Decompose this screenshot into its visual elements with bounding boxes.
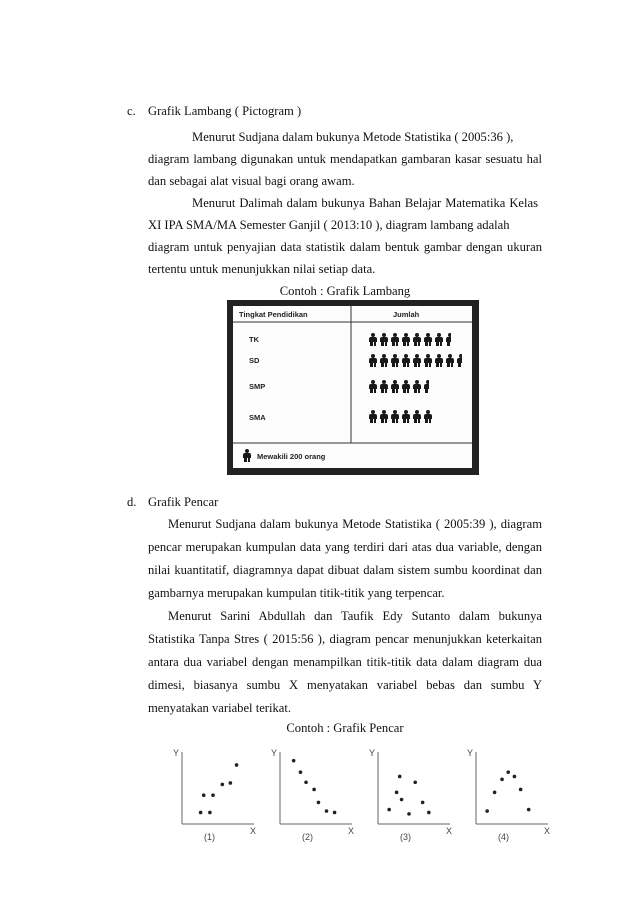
paragraph-line: dan sebagai alat visual bagi orang awam. [148, 174, 355, 188]
scatter-panel [173, 748, 256, 842]
paragraph-line: antara dua variabel dengan menampilkan titik-titik data dalam diagram dua [148, 655, 542, 669]
scatter-panel [369, 748, 452, 842]
person-icon [424, 410, 432, 423]
person-icon [369, 354, 377, 367]
section-c-title: Grafik Lambang ( Pictogram ) [148, 104, 302, 118]
paragraph-line: tertentu untuk menunjukkan nilai setiap data. [148, 262, 376, 276]
scatter-point [506, 770, 510, 774]
person-icon [391, 410, 399, 423]
x-axis-label: X [544, 826, 551, 836]
person-icon [402, 380, 410, 393]
person-icon [435, 354, 443, 367]
person-icon [446, 333, 451, 346]
person-icon [243, 449, 251, 462]
scatter-point [317, 801, 321, 805]
scatter-point [493, 791, 497, 795]
scatter-point [398, 775, 402, 779]
paragraph-line: menyatakan variabel terikat. [148, 701, 292, 715]
scatter-point [407, 812, 411, 816]
person-icon [369, 380, 377, 393]
scatter-point [304, 780, 308, 784]
pictogram-legend: Mewakili 200 orang [257, 452, 326, 461]
person-icon [380, 380, 388, 393]
panel-label: (2) [302, 832, 313, 842]
person-icon [391, 333, 399, 346]
pictogram-header-category: Tingkat Pendidikan [239, 310, 308, 319]
scatter-point [208, 811, 212, 815]
section-c-marker: c. [127, 104, 136, 118]
scatter-point [199, 811, 203, 815]
paragraph-line: Menurut Dalimah dalam bukunya Bahan Belajar Matematika Kelas [192, 196, 538, 210]
paragraph-line: Statistika Tanpa Stres ( 2015:56 ), diagram pencar menunjukkan keterkaitan [148, 632, 542, 646]
person-icon [369, 333, 377, 346]
paragraph-line: pencar merupakan kumpulan data yang terdiri dari atas dua variable, dengan [148, 540, 542, 554]
scatter-point [292, 759, 296, 763]
pictogram-row-label: SD [249, 356, 260, 365]
person-icon [413, 410, 421, 423]
paragraph-line: Menurut Sarini Abdullah dan Taufik Edy Sutanto dalam bukunya [168, 609, 542, 623]
paragraph-line: nilai kuantitatif, diagramnya dapat dibuat dalam sistem sumbu koordinat dan [148, 563, 542, 577]
scatter-point [325, 809, 329, 813]
scatter-point [395, 791, 399, 795]
scatter-point [427, 811, 431, 815]
scatter-point [513, 775, 517, 779]
scatter-examples [160, 742, 560, 852]
person-icon [424, 380, 429, 393]
scatter-point [527, 808, 531, 812]
person-icon [413, 354, 421, 367]
section-d-marker: d. [127, 495, 137, 509]
scatter-point [229, 781, 233, 785]
scatter-point [413, 780, 417, 784]
person-icon [435, 333, 443, 346]
paragraph-line: XI IPA SMA/MA Semester Ganjil ( 2013:10 ), diagram lambang adalah [148, 218, 510, 232]
x-axis-label: X [348, 826, 355, 836]
scatter-point [421, 801, 425, 805]
section-d-title: Grafik Pencar [148, 495, 219, 509]
y-axis-label: Y [369, 748, 376, 758]
pictogram-row-label: SMP [249, 382, 266, 391]
scatter-point [312, 788, 316, 792]
y-axis-label: Y [467, 748, 474, 758]
pictogram-header-value: Jumlah [393, 310, 420, 319]
person-icon [369, 410, 377, 423]
scatter-point [211, 793, 215, 797]
paragraph-line: gambarnya merupakan kumpulan titik-titik yang terpencar. [148, 586, 445, 600]
y-axis-label: Y [173, 748, 180, 758]
scatter-caption: Contoh : Grafik Pencar [286, 721, 404, 735]
x-axis-label: X [446, 826, 453, 836]
pictogram-grid [233, 306, 472, 468]
person-icon [413, 380, 421, 393]
paragraph-line: diagram lambang digunakan untuk mendapatkan gambaran kasar sesuatu hal [148, 152, 542, 166]
scatter-point [485, 809, 489, 813]
scatter-point [500, 778, 504, 782]
person-icon [424, 333, 432, 346]
person-icon [402, 410, 410, 423]
pictogram-row-label: TK [249, 335, 259, 344]
pictogram-chart [227, 300, 479, 475]
paragraph-line: dimesi, biasanya sumbu X menyatakan variabel bebas dan sumbu Y [148, 678, 542, 692]
panel-label: (1) [204, 832, 215, 842]
scatter-point [221, 783, 225, 787]
person-icon [380, 333, 388, 346]
scatter-point [333, 811, 337, 815]
person-icon [402, 354, 410, 367]
person-icon [457, 354, 462, 367]
y-axis-label: Y [271, 748, 278, 758]
person-icon [413, 333, 421, 346]
scatter-point [387, 808, 391, 812]
pictogram-row-label: SMA [249, 413, 266, 422]
scatter-point [235, 763, 239, 767]
scatter-panel [467, 748, 550, 842]
person-icon [380, 410, 388, 423]
panel-label: (4) [498, 832, 509, 842]
pictogram-caption: Contoh : Grafik Lambang [279, 284, 411, 298]
paragraph-line: diagram untuk penyajian data statistik dalam bentuk gambar dengan ukuran [148, 240, 542, 254]
person-icon [402, 333, 410, 346]
scatter-point [299, 770, 303, 774]
person-icon [391, 380, 399, 393]
paragraph-line: Menurut Sudjana dalam bukunya Metode Statistika ( 2005:39 ), diagram [168, 517, 542, 531]
scatter-point [519, 788, 523, 792]
person-icon [380, 354, 388, 367]
scatter-point [202, 793, 206, 797]
scatter-point [400, 798, 404, 802]
person-icon [446, 354, 454, 367]
panel-label: (3) [400, 832, 411, 842]
person-icon [391, 354, 399, 367]
person-icon [424, 354, 432, 367]
scatter-panel [271, 748, 354, 842]
x-axis-label: X [250, 826, 257, 836]
paragraph-line: Menurut Sudjana dalam bukunya Metode Statistika ( 2005:36 ), [192, 130, 514, 144]
